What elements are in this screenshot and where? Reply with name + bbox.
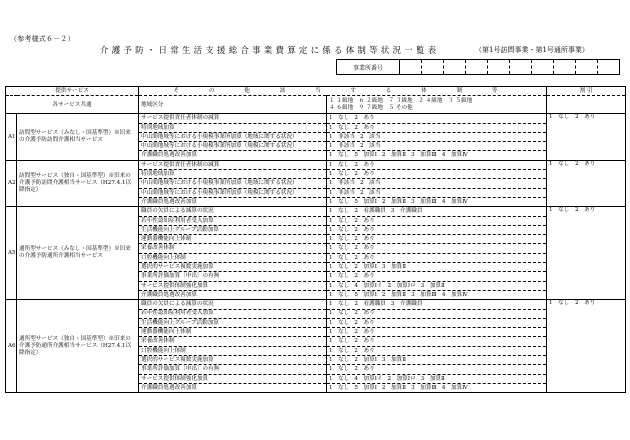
item-options[interactable] (327, 328, 547, 337)
waribiki-cell[interactable] (547, 207, 626, 300)
option-choice[interactable]: 1 なし (329, 124, 350, 131)
office-number-cell[interactable] (532, 60, 554, 74)
item-options[interactable] (327, 281, 547, 290)
option-choice[interactable]: 5 加算Ⅰ (354, 291, 377, 298)
option-choice[interactable]: 3 介護職員 (390, 301, 423, 308)
table-row (6, 207, 626, 216)
waribiki-options[interactable]: 1 なし 2 あり (549, 300, 596, 307)
option-choice[interactable]: 1 なし (329, 329, 350, 336)
item-options[interactable] (327, 365, 547, 374)
item-options[interactable] (327, 114, 547, 123)
option-choice[interactable]: 2 加算Ⅰロ (387, 282, 416, 289)
header-region: 地域区分 (139, 96, 327, 114)
item-options[interactable] (327, 318, 547, 327)
item-options[interactable] (327, 216, 547, 225)
option-choice[interactable]: 1 なし (329, 152, 350, 159)
option-choice[interactable]: 4 加算Ⅰイ (354, 282, 383, 289)
option-choice[interactable]: 1 なし (329, 226, 350, 233)
option-choice[interactable]: 1 なし (329, 282, 350, 289)
item-label: 職員の欠員による減算の状況 (139, 207, 327, 216)
option-choice[interactable]: 2 加算Ⅰ (354, 356, 377, 363)
option-choice[interactable]: 1 なし (329, 208, 350, 215)
item-options[interactable] (327, 300, 547, 309)
item-label: 生活機能向上グループ活動加算 (139, 318, 327, 327)
item-label: 若年性認知症利用者受入加算 (139, 309, 327, 318)
office-number-cell[interactable] (400, 60, 422, 74)
option-choice[interactable]: 1 非該当 (329, 180, 355, 187)
status-table (5, 86, 626, 393)
option-choice[interactable]: 2 あり (354, 329, 375, 336)
option-choice[interactable]: 3 加算Ⅲ (411, 152, 437, 159)
option-choice[interactable]: 1 なし (329, 366, 350, 373)
group-service-name: 通所型サービス（みなし・国基準型）※旧来の介護予防通所介護相当サービス (17, 207, 139, 300)
item-label: サービス提供体制強化加算 (139, 281, 327, 290)
item-options[interactable] (327, 197, 547, 206)
option-choice[interactable]: 3 加算Ⅲ (411, 291, 437, 298)
option-choice[interactable]: 1 なし (329, 338, 350, 345)
office-number-cell[interactable] (444, 60, 466, 74)
header-row-1 (6, 87, 626, 96)
office-number-cell[interactable] (576, 60, 598, 74)
office-number-label: 事業所番号 (337, 60, 400, 74)
option-choice[interactable]: 2 あり (354, 245, 375, 252)
option-choice[interactable]: 1 なし (329, 301, 350, 308)
option-choice[interactable]: 1 なし (329, 254, 350, 261)
item-label: 選択的サービス複数実施加算 (139, 263, 327, 272)
item-options[interactable] (327, 263, 547, 272)
option-choice[interactable]: 2 加算Ⅱ (381, 198, 407, 205)
item-label: サービス提供体制強化加算 (139, 374, 327, 383)
office-number-cell[interactable] (422, 60, 444, 74)
item-label: 生活機能向上グループ活動加算 (139, 225, 327, 234)
office-number-cell[interactable] (488, 60, 510, 74)
office-number-cells[interactable] (400, 60, 619, 74)
item-label: 選択的サービス複数実施加算 (139, 356, 327, 365)
header-common: 各サービス共通 (6, 96, 139, 114)
item-options[interactable] (327, 188, 547, 197)
group-code: A2 (6, 160, 17, 206)
option-choice[interactable]: 2 あり (354, 319, 375, 326)
option-choice[interactable]: 3 加算Ⅱ (420, 282, 445, 289)
item-label: 若年性認知症利用者受入加算 (139, 216, 327, 225)
item-options[interactable] (327, 346, 547, 355)
item-label: 特別地域加算 (139, 123, 327, 132)
option-choice[interactable]: 3 介護職員 (390, 208, 423, 215)
item-options[interactable] (327, 207, 547, 216)
option-choice[interactable]: 2 該当 (359, 143, 381, 150)
title-row (0, 44, 630, 56)
option-choice[interactable]: 1 なし (329, 245, 350, 252)
office-number-box (336, 59, 620, 75)
item-label: 事業所評価加算〔申出〕の有無 (139, 365, 327, 374)
option-choice[interactable]: 1 なし (329, 375, 350, 382)
item-label: サービス提供責任者体制の減算 (139, 160, 327, 169)
option-choice[interactable]: 2 加算Ⅰロ (387, 375, 416, 382)
waribiki-cell[interactable] (547, 160, 626, 206)
option-choice[interactable]: 2 あり (354, 217, 375, 224)
option-choice[interactable]: 1 なし (329, 263, 350, 270)
item-label: 運動器機能向上体制 (139, 328, 327, 337)
item-options[interactable] (327, 244, 547, 253)
option-choice[interactable]: 3 加算Ⅱ (381, 263, 407, 270)
region-options-line-1: １ １級地 ６ ２級地 ７ ３級地 ２ ４級地 ３ ５級地 (329, 98, 473, 105)
item-options[interactable] (327, 309, 547, 318)
option-choice[interactable]: 4 加算Ⅳ (441, 152, 468, 159)
option-choice[interactable]: 4 加算Ⅳ (441, 291, 468, 298)
option-choice[interactable]: 1 なし (329, 198, 350, 205)
option-choice[interactable]: 1 なし (329, 347, 350, 354)
option-choice[interactable]: 5 加算Ⅰ (354, 198, 377, 205)
item-label: 中山間地域等における小規模事業所加算（規模に関する状況） (139, 188, 327, 197)
item-label: 口腔機能向上体制 (139, 253, 327, 262)
office-number-cell[interactable] (466, 60, 488, 74)
option-choice[interactable]: 2 加算Ⅱ (381, 384, 407, 391)
item-options[interactable] (327, 179, 547, 188)
option-choice[interactable]: 1 なし (329, 273, 350, 280)
option-choice[interactable]: 1 なし (329, 217, 350, 224)
group-service-name: 訪問型サービス（みなし・国基準型）※旧来の介護予防訪問介護相当サービス (17, 114, 139, 160)
item-label: 栄養改善体制 (139, 244, 327, 253)
waribiki-options[interactable]: 1 なし 2 あり (549, 114, 596, 121)
document-title: 介護予防・日常生活支援総合事業費算定に係る体制等状況一覧表 (100, 46, 440, 56)
item-options[interactable] (327, 170, 547, 179)
option-choice[interactable]: 2 看護職員 (354, 301, 386, 308)
item-options[interactable] (327, 337, 547, 346)
group-code: A5 (6, 207, 17, 300)
office-number-cell[interactable] (554, 60, 576, 74)
option-choice[interactable]: 2 看護職員 (354, 208, 386, 215)
item-options[interactable] (327, 253, 547, 262)
item-label: 運動器機能向上体制 (139, 235, 327, 244)
item-label: 職員の欠員による減算の状況 (139, 300, 327, 309)
option-choice[interactable]: 2 あり (354, 124, 375, 131)
option-choice[interactable]: 2 あり (354, 236, 375, 243)
table-row (6, 114, 626, 123)
waribiki-cell[interactable] (547, 114, 626, 160)
item-label: 介護職員処遇改善加算 (139, 151, 327, 160)
region-options[interactable] (327, 96, 547, 114)
waribiki-options[interactable]: 1 なし 2 あり (549, 207, 596, 214)
header-other: そ の 他 該 当 す る 体 制 等 (139, 87, 547, 96)
option-choice[interactable]: 1 非該当 (329, 189, 355, 196)
option-choice[interactable]: 5 加算Ⅰ (354, 384, 377, 391)
option-choice[interactable]: 2 あり (354, 226, 375, 233)
item-label: 介護職員処遇改善加算 (139, 197, 327, 206)
header-service: 提供サービス (6, 87, 139, 96)
option-choice[interactable]: 4 加算Ⅳ (441, 198, 468, 205)
option-choice[interactable]: 3 加算Ⅱ (381, 356, 407, 363)
item-options[interactable] (327, 132, 547, 141)
item-options[interactable] (327, 383, 547, 392)
item-options[interactable] (327, 160, 547, 169)
option-choice[interactable]: 2 あり (354, 161, 375, 168)
header-waribiki-blank (547, 96, 626, 114)
item-options[interactable] (327, 225, 547, 234)
item-label: 介護職員処遇改善加算 (139, 383, 327, 392)
item-label: 特別地域加算 (139, 170, 327, 179)
option-choice[interactable]: 2 あり (354, 115, 375, 122)
item-label: 栄養改善体制 (139, 337, 327, 346)
option-choice[interactable]: 2 加算Ⅰ (354, 263, 377, 270)
option-choice[interactable]: 2 該当 (359, 189, 381, 196)
option-choice[interactable]: 2 該当 (359, 180, 381, 187)
option-choice[interactable]: 1 非該当 (329, 133, 355, 140)
option-choice[interactable]: 1 なし (329, 291, 350, 298)
option-choice[interactable]: 2 あり (354, 171, 375, 178)
option-choice[interactable]: 1 非該当 (329, 143, 355, 150)
item-options[interactable] (327, 142, 547, 151)
option-choice[interactable]: 1 なし (329, 356, 350, 363)
header-row-2 (6, 96, 626, 114)
header-waribiki: 割 引 (547, 87, 626, 96)
option-choice[interactable]: 2 あり (354, 347, 375, 354)
item-options[interactable] (327, 123, 547, 132)
option-choice[interactable]: 2 あり (354, 310, 375, 317)
item-options[interactable] (327, 374, 547, 383)
item-label: 中山間地域等における小規模事業所加算（地域に関する状況） (139, 132, 327, 141)
option-choice[interactable]: 2 あり (354, 366, 375, 373)
option-choice[interactable]: 4 加算Ⅳ (441, 384, 468, 391)
group-code: A1 (6, 114, 17, 160)
option-choice[interactable]: 1 なし (329, 236, 350, 243)
option-choice[interactable]: 1 なし (329, 310, 350, 317)
item-label: 中山間地域等における小規模事業所加算（規模に関する状況） (139, 142, 327, 151)
item-label: 介護職員処遇改善加算 (139, 290, 327, 299)
waribiki-options[interactable]: 1 なし 2 あり (549, 160, 596, 167)
option-choice[interactable]: 1 なし (329, 161, 350, 168)
option-choice[interactable]: 5 加算Ⅰ (354, 152, 377, 159)
table-row (6, 160, 626, 169)
option-choice[interactable]: 2 加算Ⅱ (381, 291, 407, 298)
table-row (6, 300, 626, 309)
group-code: A6 (6, 300, 17, 393)
group-service-name: 訪問型サービス（独自・国基準型）※旧来の介護予防訪問介護相当サービス（H27.4.1以降指定） (17, 160, 139, 206)
item-options[interactable] (327, 272, 547, 281)
item-options[interactable] (327, 356, 547, 365)
document-subtitle: （第1号訪問事業・第1号通所事業） (475, 46, 589, 54)
waribiki-cell[interactable] (547, 300, 626, 393)
option-choice[interactable]: 1 なし (329, 115, 350, 122)
option-choice[interactable]: 3 加算Ⅱ (420, 375, 445, 382)
option-choice[interactable]: 1 なし (329, 319, 350, 326)
option-choice[interactable]: 2 加算Ⅱ (381, 152, 407, 159)
item-options[interactable] (327, 290, 547, 299)
group-service-name: 通所型サービス（独自・国基準型）※旧来の介護予防通所介護相当サービス（H27.4.1以降指定） (17, 300, 139, 393)
option-choice[interactable]: 3 加算Ⅲ (411, 198, 437, 205)
item-options[interactable] (327, 151, 547, 160)
region-options-line-2: ４ ６級地 ９ ７級地 ５ その他 (329, 104, 413, 111)
option-choice[interactable]: 4 加算Ⅰイ (354, 375, 383, 382)
option-choice[interactable]: 3 加算Ⅲ (411, 384, 437, 391)
option-choice[interactable]: 2 あり (354, 273, 375, 280)
item-label: 口腔機能向上体制 (139, 346, 327, 355)
office-number-cell[interactable] (510, 60, 532, 74)
option-choice[interactable]: 1 なし (329, 171, 350, 178)
option-choice[interactable]: 2 あり (354, 254, 375, 261)
option-choice[interactable]: 2 該当 (359, 133, 381, 140)
item-label: 事業所評価加算〔申出〕の有無 (139, 272, 327, 281)
option-choice[interactable]: 2 あり (354, 338, 375, 345)
item-label: サービス提供責任者体制の減算 (139, 114, 327, 123)
reference-form-label: （参考様式６－２） (10, 35, 75, 43)
office-number-cell[interactable] (598, 60, 619, 74)
option-choice[interactable]: 1 なし (329, 384, 350, 391)
item-label: 中山間地域等における小規模事業所加算（地域に関する状況） (139, 179, 327, 188)
item-options[interactable] (327, 235, 547, 244)
